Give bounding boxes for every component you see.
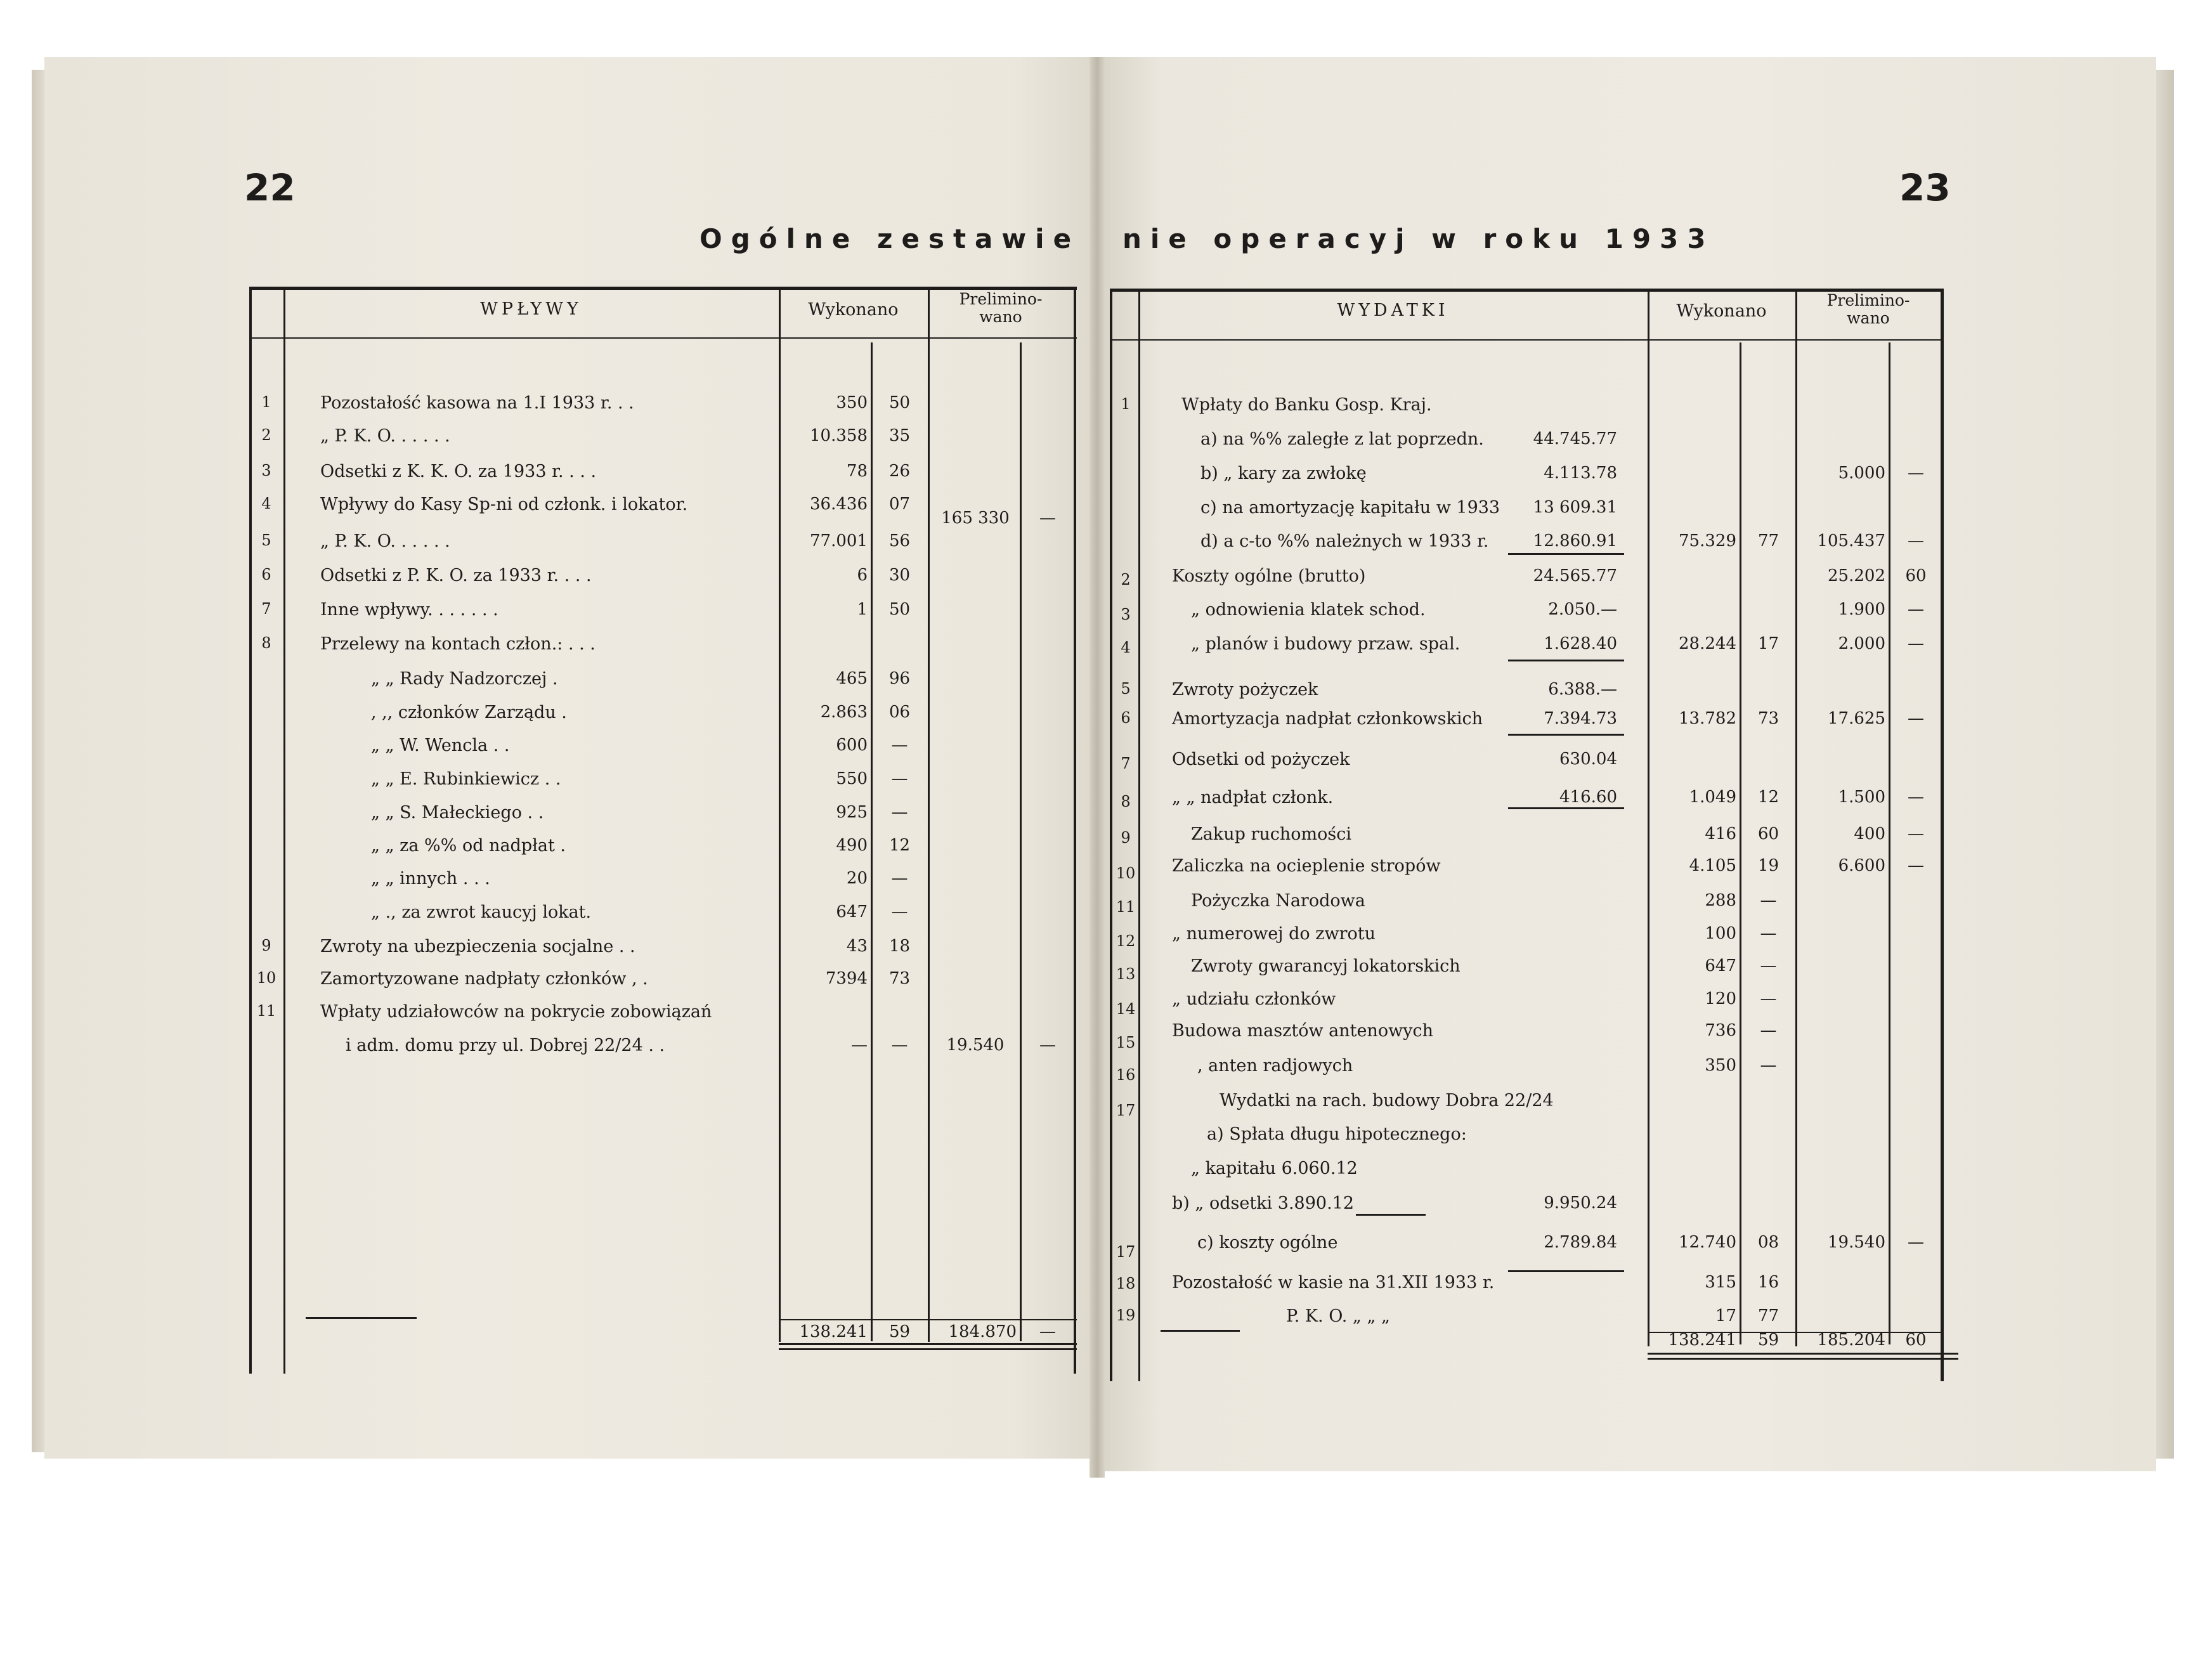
right-row-executed-gr: 77 bbox=[1757, 531, 1779, 550]
right-row-description: Odsetki od pożyczek bbox=[1172, 750, 1350, 769]
right-row-executed-gr: — bbox=[1760, 1056, 1777, 1075]
left-row-description: „ P. K. O. . . . . . bbox=[320, 531, 450, 551]
left-row-executed-gr: 73 bbox=[888, 969, 911, 988]
left-row-executed-gr: — bbox=[891, 869, 908, 888]
right-row-description: d) a c-to %% należnych w 1933 r. bbox=[1200, 531, 1489, 551]
left-planned-b-value: 19.540 bbox=[946, 1036, 1005, 1055]
left-page bbox=[44, 57, 1097, 1459]
left-row-description: „ ., za zwrot kaucyj lokat. bbox=[371, 902, 592, 922]
left-row-executed-zl: 600 bbox=[836, 736, 868, 755]
right-page-edges bbox=[2155, 70, 2174, 1459]
right-row-description: „ udziału członków bbox=[1172, 989, 1336, 1009]
book-gutter bbox=[1090, 57, 1105, 1478]
left-row-executed-zl: 36.436 bbox=[810, 495, 868, 514]
right-header-executed: Wykonano bbox=[1676, 301, 1767, 321]
right-total-double-rule-2 bbox=[1648, 1358, 1958, 1360]
right-row-number: 2 bbox=[1121, 571, 1131, 589]
left-row-description: Wpływy do Kasy Sp-ni od członk. i lokator. bbox=[320, 495, 688, 514]
right-row-executed-gr: — bbox=[1760, 1021, 1777, 1040]
left-row-executed-zl: 43 bbox=[846, 937, 868, 956]
left-row-description: „ „ za %% od nadpłat . bbox=[371, 836, 566, 856]
left-row-number: 4 bbox=[261, 495, 271, 512]
left-total-double-rule-2 bbox=[779, 1348, 1077, 1350]
left-row-executed-gr: 18 bbox=[888, 937, 911, 956]
right-row-planned-zl: 1.900 bbox=[1838, 600, 1885, 619]
left-row-executed-zl: 7394 bbox=[825, 969, 868, 988]
left-row-executed-gr: 07 bbox=[888, 495, 911, 514]
left-row-number: 5 bbox=[261, 531, 271, 549]
right-row-number: 10 bbox=[1116, 864, 1136, 882]
title-left-part: Ogólne zestawie bbox=[699, 223, 1081, 254]
right-subtotal-rule-2 bbox=[1508, 660, 1624, 661]
right-row-description: Koszty ogólne (brutto) bbox=[1172, 566, 1366, 586]
right-row-planned-zl: 17.625 bbox=[1828, 709, 1885, 728]
right-row-executed-gr: 73 bbox=[1757, 709, 1779, 728]
left-row-executed-zl: 1 bbox=[857, 600, 868, 619]
right-row-number: 14 bbox=[1116, 1000, 1136, 1018]
left-row-executed-gr: 56 bbox=[888, 531, 911, 550]
right-row-description: , anten radjowych bbox=[1197, 1056, 1353, 1076]
right-row-subamount: 630.04 bbox=[1559, 750, 1617, 769]
left-total-planned-gr: — bbox=[1039, 1322, 1056, 1341]
right-row-description: Zwroty gwarancyj lokatorskich bbox=[1191, 956, 1461, 976]
left-row-executed-zl: 350 bbox=[836, 393, 868, 412]
right-row-number: 1 bbox=[1121, 395, 1131, 413]
left-row-executed-zl: 20 bbox=[846, 869, 868, 888]
right-row-description: „ planów i budowy przaw. spal. bbox=[1191, 634, 1461, 654]
left-row-executed-zl: — bbox=[851, 1036, 868, 1055]
right-row-executed-zl: 647 bbox=[1705, 956, 1736, 975]
right-odsetki-rule bbox=[1356, 1214, 1426, 1216]
right-row-number: 8 bbox=[1121, 793, 1131, 810]
right-row-description: b) „ odsetki 3.890.12 bbox=[1172, 1194, 1355, 1213]
left-row-description: „ P. K. O. . . . . . bbox=[320, 426, 450, 446]
left-table-top-rule bbox=[249, 287, 1077, 290]
left-row-executed-gr: 06 bbox=[888, 703, 911, 722]
left-row-description: „ „ Rady Nadzorczej . bbox=[371, 669, 558, 689]
right-row-description: P. K. O. „ „ „ bbox=[1286, 1306, 1391, 1326]
left-row-executed-gr: 50 bbox=[888, 600, 911, 619]
right-row-description: Pożyczka Narodowa bbox=[1191, 891, 1365, 911]
left-total-planned: 184.870 bbox=[948, 1322, 1017, 1341]
right-row-planned-gr: — bbox=[1908, 788, 1924, 807]
right-row-planned-gr: — bbox=[1908, 709, 1924, 728]
right-row-description: „ kapitału 6.060.12 bbox=[1191, 1159, 1358, 1178]
right-row-subamount: 13 609.31 bbox=[1533, 498, 1617, 517]
left-row-executed-zl: 647 bbox=[836, 902, 868, 921]
right-row-planned-gr: — bbox=[1908, 1233, 1924, 1252]
right-row-planned-gr: — bbox=[1908, 600, 1924, 619]
left-table-executed-rule bbox=[928, 289, 930, 1342]
left-row-executed-zl: 10.358 bbox=[810, 426, 868, 445]
right-row-number: 7 bbox=[1121, 755, 1131, 772]
right-row-executed-gr: 08 bbox=[1757, 1233, 1779, 1252]
right-page-number: 23 bbox=[1899, 166, 1951, 209]
left-row-executed-gr: 30 bbox=[888, 566, 911, 585]
right-row-description: Budowa masztów antenowych bbox=[1172, 1021, 1433, 1041]
right-row-description: a) Spłata długu hipotecznego: bbox=[1207, 1124, 1467, 1144]
left-row-executed-gr: — bbox=[891, 736, 908, 755]
left-row-executed-gr: — bbox=[891, 1036, 908, 1055]
right-row-executed-zl: 12.740 bbox=[1679, 1233, 1736, 1252]
right-row-number: 16 bbox=[1116, 1066, 1136, 1084]
right-row-description: Zaliczka na ocieplenie stropów bbox=[1172, 856, 1441, 876]
right-row-description: Zakup ruchomości bbox=[1191, 824, 1352, 844]
right-total-double-rule-1 bbox=[1648, 1353, 1958, 1355]
left-row-executed-gr: 96 bbox=[888, 669, 911, 688]
right-row-executed-zl: 288 bbox=[1705, 891, 1736, 910]
left-header-wplywy: WPŁYWY bbox=[480, 299, 582, 319]
left-header-executed: Wykonano bbox=[808, 300, 899, 320]
left-row-executed-zl: 6 bbox=[857, 566, 868, 585]
left-row-number: 11 bbox=[256, 1002, 276, 1020]
right-row-executed-gr: 17 bbox=[1757, 634, 1779, 653]
left-row-executed-gr: — bbox=[891, 803, 908, 822]
left-row-executed-gr: 35 bbox=[888, 426, 911, 445]
right-row-subamount: 4.113.78 bbox=[1544, 464, 1617, 483]
right-row-executed-gr: — bbox=[1760, 956, 1777, 975]
left-row-description: Odsetki z P. K. O. za 1933 r. . . . bbox=[320, 566, 592, 585]
left-row-description: i adm. domu przy ul. Dobrej 22/24 . . bbox=[346, 1036, 665, 1055]
left-row-description: Inne wpływy. . . . . . . bbox=[320, 600, 498, 620]
right-row-planned-gr: — bbox=[1908, 824, 1924, 843]
right-row-executed-zl: 100 bbox=[1705, 924, 1736, 943]
left-sign-rule bbox=[306, 1317, 417, 1319]
left-planned-a-dash: — bbox=[1039, 509, 1056, 528]
left-row-executed-zl: 490 bbox=[836, 836, 868, 855]
right-row-subamount: 9.950.24 bbox=[1544, 1194, 1617, 1213]
right-row-executed-zl: 416 bbox=[1705, 824, 1736, 843]
right-row-planned-zl: 5.000 bbox=[1838, 464, 1885, 483]
right-row-subamount: 1.628.40 bbox=[1544, 634, 1617, 653]
left-row-executed-zl: 2.863 bbox=[820, 703, 868, 722]
right-row-description: „ numerowej do zwrotu bbox=[1172, 924, 1376, 944]
left-planned-a-value: 165 330 bbox=[941, 509, 1010, 528]
left-table-header-rule bbox=[249, 337, 1077, 339]
right-row-executed-zl: 120 bbox=[1705, 989, 1736, 1008]
left-row-executed-zl: 77.001 bbox=[810, 531, 868, 550]
right-row-description: Pozostałość w kasie na 31.XII 1933 r. bbox=[1172, 1273, 1495, 1292]
right-row-planned-gr: — bbox=[1908, 634, 1924, 653]
right-row-executed-gr: 16 bbox=[1757, 1273, 1779, 1292]
left-row-executed-gr: 12 bbox=[888, 836, 911, 855]
left-row-description: Zwroty na ubezpieczenia socjalne . . bbox=[320, 937, 635, 956]
left-row-number: 1 bbox=[261, 393, 271, 411]
right-row-executed-gr: 12 bbox=[1757, 788, 1779, 807]
left-row-description: „ „ S. Małeckiego . . bbox=[371, 803, 544, 823]
right-row-planned-zl: 1.500 bbox=[1838, 788, 1885, 807]
right-subtotal-rule-4 bbox=[1508, 807, 1624, 809]
right-row-number: 12 bbox=[1116, 932, 1136, 950]
left-row-description: Zamortyzowane nadpłaty członków , . bbox=[320, 969, 648, 989]
right-total-zl: 138.241 bbox=[1668, 1330, 1736, 1350]
left-row-executed-gr: — bbox=[891, 902, 908, 921]
left-row-description: „ „ W. Wencla . . bbox=[371, 736, 510, 755]
right-row-description: c) na amortyzację kapitału w 1933 bbox=[1200, 498, 1500, 517]
right-row-executed-gr: 60 bbox=[1757, 824, 1779, 843]
right-row-executed-zl: 350 bbox=[1705, 1056, 1736, 1075]
right-header-planned: Prelimino- wano bbox=[1826, 291, 1910, 327]
right-row-subamount: 44.745.77 bbox=[1533, 429, 1617, 448]
right-row-executed-gr: 77 bbox=[1757, 1306, 1779, 1325]
right-row-planned-zl: 6.600 bbox=[1838, 856, 1885, 875]
left-table-numcol-rule bbox=[283, 289, 285, 1374]
left-table-planned-rule bbox=[1020, 342, 1022, 1341]
left-row-executed-zl: 78 bbox=[846, 462, 868, 481]
left-row-number: 8 bbox=[261, 634, 271, 652]
right-row-subamount: 2.789.84 bbox=[1544, 1233, 1617, 1252]
right-row-number: 19 bbox=[1116, 1306, 1136, 1324]
right-row-number: 5 bbox=[1121, 680, 1131, 698]
right-row-subamount: 24.565.77 bbox=[1533, 566, 1617, 585]
right-row-planned-zl: 2.000 bbox=[1838, 634, 1885, 653]
right-row-description: „ odnowienia klatek schod. bbox=[1191, 600, 1426, 620]
right-table-planned-rule bbox=[1889, 342, 1890, 1344]
right-table-zl-gr-rule bbox=[1740, 342, 1741, 1344]
right-row-number: 3 bbox=[1121, 606, 1131, 623]
right-subtotal-rule-1 bbox=[1508, 553, 1624, 555]
right-row-description: Wydatki na rach. budowy Dobra 22/24 bbox=[1220, 1091, 1554, 1110]
right-row-number: 15 bbox=[1116, 1034, 1136, 1051]
right-table-numcol-rule bbox=[1138, 290, 1140, 1381]
left-row-number: 2 bbox=[261, 426, 271, 444]
right-row-subamount: 12.860.91 bbox=[1533, 531, 1617, 550]
left-table-border-left bbox=[249, 289, 252, 1374]
right-total-planned-gr: 60 bbox=[1905, 1330, 1927, 1350]
left-total-zl: 138.241 bbox=[799, 1322, 868, 1341]
left-row-number: 9 bbox=[261, 937, 271, 954]
right-table-border-left bbox=[1110, 290, 1112, 1381]
right-row-executed-zl: 17 bbox=[1715, 1306, 1736, 1325]
right-row-planned-gr: — bbox=[1908, 531, 1924, 550]
left-row-executed-gr: — bbox=[891, 769, 908, 788]
right-total-gr: 59 bbox=[1757, 1330, 1779, 1350]
left-row-number: 6 bbox=[261, 566, 271, 583]
right-row-executed-zl: 75.329 bbox=[1679, 531, 1736, 550]
right-total-planned: 185.204 bbox=[1817, 1330, 1885, 1350]
right-row-executed-zl: 315 bbox=[1705, 1273, 1736, 1292]
left-row-executed-zl: 925 bbox=[836, 803, 868, 822]
right-row-subamount: 2.050.— bbox=[1548, 600, 1617, 619]
right-table-executed-rule bbox=[1795, 290, 1797, 1346]
left-row-description: Odsetki z K. K. O. za 1933 r. . . . bbox=[320, 462, 597, 481]
right-row-description: Wpłaty do Banku Gosp. Kraj. bbox=[1181, 395, 1432, 415]
left-row-executed-zl: 465 bbox=[836, 669, 868, 688]
right-header-wydatki: WYDATKI bbox=[1337, 301, 1449, 320]
right-row-executed-gr: 19 bbox=[1757, 856, 1779, 875]
left-header-planned: Prelimino- wano bbox=[959, 290, 1043, 326]
left-row-number: 10 bbox=[256, 969, 276, 987]
right-row-executed-zl: 736 bbox=[1705, 1021, 1736, 1040]
right-subtotal-rule-5 bbox=[1508, 1270, 1624, 1272]
left-row-number: 3 bbox=[261, 462, 271, 479]
left-row-description: „ „ E. Rubinkiewicz . . bbox=[371, 769, 561, 789]
left-row-description: Przelewy na kontach człon.: . . . bbox=[320, 634, 595, 654]
right-row-subamount: 6.388.— bbox=[1548, 680, 1617, 699]
right-row-number: 11 bbox=[1116, 898, 1136, 916]
right-row-number: 13 bbox=[1116, 965, 1136, 983]
right-sign-rule bbox=[1161, 1330, 1240, 1332]
left-planned-b-dash: — bbox=[1039, 1036, 1056, 1055]
right-row-planned-zl: 105.437 bbox=[1817, 531, 1885, 550]
right-row-description: a) na %% zaległe z lat poprzedn. bbox=[1200, 429, 1484, 449]
right-row-number: 18 bbox=[1116, 1275, 1136, 1292]
right-table-header-rule bbox=[1110, 339, 1944, 341]
right-row-number: 17 bbox=[1116, 1102, 1136, 1119]
right-row-executed-gr: — bbox=[1760, 891, 1777, 910]
right-row-number: 9 bbox=[1121, 829, 1131, 847]
left-table-border-right bbox=[1074, 289, 1076, 1374]
right-row-executed-gr: — bbox=[1760, 924, 1777, 943]
title-right-part: nie operacyj w roku 1933 bbox=[1122, 223, 1715, 254]
left-total-double-rule-1 bbox=[779, 1343, 1077, 1345]
left-row-executed-gr: 26 bbox=[888, 462, 911, 481]
left-total-top-rule bbox=[779, 1319, 1077, 1320]
left-page-number: 22 bbox=[244, 166, 296, 209]
right-row-executed-zl: 28.244 bbox=[1679, 634, 1736, 653]
right-row-subamount: 416.60 bbox=[1559, 788, 1617, 807]
right-row-subamount: 7.394.73 bbox=[1544, 709, 1617, 728]
right-row-planned-zl: 19.540 bbox=[1828, 1233, 1885, 1252]
right-row-planned-gr: — bbox=[1908, 464, 1924, 483]
left-row-executed-gr: 50 bbox=[888, 393, 911, 412]
right-row-planned-gr: — bbox=[1908, 856, 1924, 875]
left-row-description: „ „ innych . . . bbox=[371, 869, 490, 888]
right-row-planned-zl: 25.202 bbox=[1828, 566, 1885, 585]
right-row-executed-zl: 13.782 bbox=[1679, 709, 1736, 728]
right-row-description: „ „ nadpłat członk. bbox=[1172, 788, 1334, 807]
right-row-description: Zwroty pożyczek bbox=[1172, 680, 1318, 699]
right-row-executed-zl: 1.049 bbox=[1689, 788, 1736, 807]
right-row-planned-zl: 400 bbox=[1854, 824, 1885, 843]
left-page-edges bbox=[32, 70, 46, 1452]
right-subtotal-rule-3 bbox=[1508, 734, 1624, 736]
left-row-description: , ,, członków Zarządu . bbox=[371, 703, 567, 722]
right-row-description: b) „ kary za zwłokę bbox=[1200, 464, 1367, 483]
right-row-description: Amortyzacja nadpłat członkowskich bbox=[1172, 709, 1483, 729]
left-total-gr: 59 bbox=[888, 1322, 911, 1341]
left-row-number: 7 bbox=[261, 600, 271, 618]
right-row-executed-zl: 4.105 bbox=[1689, 856, 1736, 875]
left-row-description: Wpłaty udziałowców na pokrycie zobowiązań bbox=[320, 1002, 712, 1022]
right-row-number: 4 bbox=[1121, 639, 1131, 656]
right-row-planned-gr: 60 bbox=[1905, 566, 1927, 585]
left-row-description: Pozostałość kasowa na 1.I 1933 r. . . bbox=[320, 393, 634, 413]
right-table-desc-rule bbox=[1648, 290, 1649, 1346]
right-row-number: 17 bbox=[1116, 1243, 1136, 1261]
left-row-executed-zl: 550 bbox=[836, 769, 868, 788]
right-row-description: c) koszty ogólne bbox=[1197, 1233, 1338, 1252]
right-row-executed-gr: — bbox=[1760, 989, 1777, 1008]
right-row-number: 6 bbox=[1121, 709, 1131, 727]
